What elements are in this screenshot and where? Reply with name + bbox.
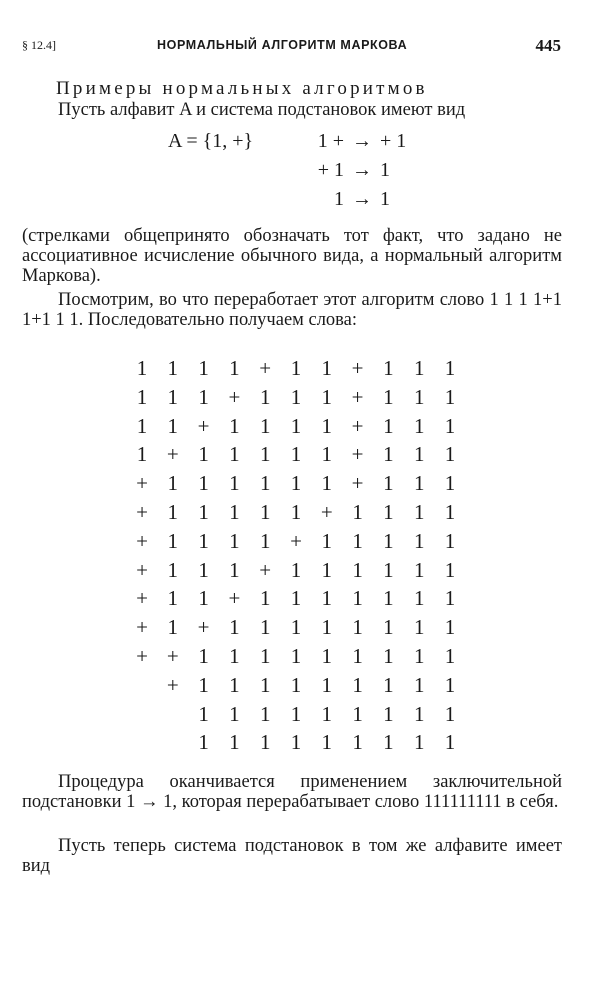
one-symbol: 1 [229, 615, 240, 640]
plus-symbol: + [166, 442, 179, 467]
next-paragraph: Пусть теперь система подстановок в том же алфавите имеет вид [22, 836, 562, 876]
one-symbol: 1 [229, 442, 240, 467]
one-symbol: 1 [229, 528, 240, 553]
derivation-row [128, 556, 463, 585]
one-symbol: 1 [321, 442, 333, 467]
one-symbol: 1 [259, 499, 271, 524]
substitution-rule [288, 130, 428, 153]
one-symbol: 1 [290, 672, 302, 697]
one-symbol: 1 [229, 356, 240, 380]
one-symbol: 1 [321, 701, 333, 726]
plus-symbol: + [136, 499, 148, 524]
one-symbol: 1 [352, 586, 363, 611]
one-symbol: 1 [290, 471, 302, 496]
one-symbol: 1 [444, 701, 456, 726]
one-symbol: 1 [136, 442, 148, 467]
one-symbol: 1 [167, 528, 179, 553]
one-symbol: 1 [229, 643, 240, 668]
one-symbol: 1 [198, 528, 209, 553]
one-symbol: 1 [413, 730, 425, 755]
derivation-row [128, 584, 463, 613]
one-symbol: 1 [444, 586, 456, 611]
one-symbol: 1 [383, 442, 394, 467]
running-header [22, 38, 567, 58]
one-symbol: 1 [198, 499, 209, 524]
one-symbol: 1 [383, 615, 394, 640]
derivation-row [128, 469, 463, 498]
one-symbol: 1 [321, 672, 333, 697]
derivation-row [128, 728, 463, 757]
one-symbol: 1 [444, 471, 456, 496]
one-symbol: 1 [198, 701, 209, 726]
plus-symbol: + [166, 643, 179, 668]
transform-paragraph: Посмотрим, во что переработает этот алгоритм слово 1 1 1 1+1 1+1 1 1. Последовательно получаем слова: [22, 290, 562, 330]
one-symbol: 1 [383, 384, 394, 409]
one-symbol: 1 [259, 384, 271, 409]
note-paragraph: (стрелками общепринято обозначать тот факт, что задано не ассоциативное исчисление обычного вида, а нормальный алгоритм Маркова). [22, 226, 562, 286]
one-symbol: 1 [444, 356, 456, 380]
plus-symbol: + [136, 615, 148, 640]
one-symbol: 1 [290, 701, 302, 726]
one-symbol: 1 [383, 701, 394, 726]
one-symbol: 1 [198, 672, 209, 697]
plus-symbol: + [136, 586, 148, 611]
one-symbol: 1 [259, 701, 271, 726]
substitution-rule [288, 188, 428, 211]
one-symbol: 1 [229, 499, 240, 524]
plus-symbol: + [136, 528, 148, 553]
one-symbol: 1 [290, 442, 302, 467]
one-symbol: 1 [229, 701, 240, 726]
plus-symbol: + [136, 557, 148, 582]
one-symbol: 1 [290, 499, 302, 524]
one-symbol: 1 [444, 672, 456, 697]
one-symbol: 1 [198, 557, 209, 582]
one-symbol: 1 [167, 615, 179, 640]
plus-symbol: + [320, 499, 333, 524]
one-symbol: 1 [259, 672, 271, 697]
one-symbol: 1 [259, 615, 271, 640]
one-symbol: 1 [383, 356, 394, 380]
one-symbol: 1 [413, 701, 425, 726]
derivation-row [128, 383, 463, 412]
rule-left: 1 + [317, 130, 344, 152]
one-symbol: 1 [259, 586, 271, 611]
rule-right: + 1 [380, 130, 407, 152]
intro-paragraph: Пусть алфавит A и система подстановок имеют вид [58, 100, 466, 120]
one-symbol: 1 [413, 528, 425, 553]
section-heading: Примеры нормальных алгоритмов [56, 78, 428, 99]
one-symbol: 1 [383, 672, 394, 697]
one-symbol: 1 [413, 643, 425, 668]
plus-symbol: + [197, 413, 210, 438]
one-symbol: 1 [444, 413, 456, 438]
one-symbol: 1 [198, 442, 209, 467]
one-symbol: 1 [167, 586, 179, 611]
one-symbol: 1 [352, 615, 363, 640]
one-symbol: 1 [444, 528, 456, 553]
one-symbol: 1 [167, 413, 179, 438]
one-symbol: 1 [352, 701, 363, 726]
one-symbol: 1 [413, 672, 425, 697]
one-symbol: 1 [167, 384, 179, 409]
one-symbol: 1 [321, 413, 333, 438]
rule-arrow: → [352, 130, 372, 152]
one-symbol: 1 [444, 557, 456, 582]
derivation-row [128, 671, 463, 700]
one-symbol: 1 [136, 384, 148, 409]
one-symbol: 1 [259, 528, 271, 553]
one-symbol: 1 [321, 615, 333, 640]
one-symbol: 1 [167, 471, 179, 496]
one-symbol: 1 [290, 384, 302, 409]
derivation-row [128, 412, 463, 441]
section-number: § 12.4] [22, 38, 56, 52]
one-symbol: 1 [383, 499, 394, 524]
one-symbol: 1 [229, 557, 240, 582]
derivation-row [128, 527, 463, 556]
one-symbol: 1 [290, 557, 302, 582]
one-symbol: 1 [413, 413, 425, 438]
one-symbol: 1 [352, 672, 363, 697]
one-symbol: 1 [198, 586, 209, 611]
one-symbol: 1 [290, 413, 302, 438]
one-symbol: 1 [383, 643, 394, 668]
derivation-table [128, 354, 463, 757]
one-symbol: 1 [167, 499, 179, 524]
plus-symbol: + [351, 413, 364, 438]
plus-symbol: + [228, 586, 241, 611]
one-symbol: 1 [167, 557, 179, 582]
plus-symbol: + [136, 471, 148, 496]
one-symbol: 1 [290, 356, 302, 380]
one-symbol: 1 [413, 557, 425, 582]
derivation-row [128, 642, 463, 671]
plus-symbol: + [259, 557, 272, 582]
derivation-row [128, 700, 463, 729]
plus-symbol: + [351, 471, 364, 496]
one-symbol: 1 [198, 471, 209, 496]
chapter-title: НОРМАЛЬНЫЙ АЛГОРИТМ МАРКОВА [157, 38, 408, 52]
derivation-row [128, 440, 463, 469]
one-symbol: 1 [198, 643, 209, 668]
one-symbol: 1 [259, 413, 271, 438]
one-symbol: 1 [383, 471, 394, 496]
substitution-rule [288, 159, 428, 182]
plus-symbol: + [351, 356, 364, 380]
one-symbol: 1 [290, 730, 302, 755]
plus-symbol: + [259, 356, 272, 380]
one-symbol: 1 [352, 499, 363, 524]
one-symbol: 1 [321, 356, 333, 380]
derivation-row [128, 498, 463, 527]
one-symbol: 1 [352, 730, 363, 755]
one-symbol: 1 [383, 528, 394, 553]
one-symbol: 1 [444, 615, 456, 640]
one-symbol: 1 [321, 528, 333, 553]
one-symbol: 1 [136, 356, 148, 380]
rule-right: 1 [380, 159, 390, 181]
one-symbol: 1 [444, 442, 456, 467]
one-symbol: 1 [413, 499, 425, 524]
page-number: 445 [535, 36, 561, 55]
rule-arrow: → [352, 159, 372, 181]
one-symbol: 1 [321, 730, 333, 755]
one-symbol: 1 [444, 499, 456, 524]
plus-symbol: + [166, 672, 179, 697]
rule-right: 1 [380, 188, 390, 210]
one-symbol: 1 [413, 615, 425, 640]
one-symbol: 1 [413, 384, 425, 409]
one-symbol: 1 [290, 615, 302, 640]
plus-symbol: + [197, 615, 210, 640]
one-symbol: 1 [321, 471, 333, 496]
one-symbol: 1 [259, 643, 271, 668]
one-symbol: 1 [383, 586, 394, 611]
one-symbol: 1 [167, 356, 179, 380]
one-symbol: 1 [321, 384, 333, 409]
one-symbol: 1 [352, 643, 363, 668]
plus-symbol: + [290, 528, 302, 553]
rule-left: + 1 [317, 159, 344, 181]
one-symbol: 1 [259, 442, 271, 467]
alphabet-definition: A = {1, +} [168, 130, 254, 152]
one-symbol: 1 [198, 356, 209, 380]
one-symbol: 1 [383, 413, 394, 438]
rule-left: 1 [334, 188, 344, 210]
one-symbol: 1 [229, 413, 240, 438]
one-symbol: 1 [352, 557, 363, 582]
one-symbol: 1 [198, 384, 209, 409]
one-symbol: 1 [321, 586, 333, 611]
one-symbol: 1 [290, 643, 302, 668]
one-symbol: 1 [413, 356, 425, 380]
plus-symbol: + [351, 384, 364, 409]
one-symbol: 1 [229, 471, 240, 496]
rule-arrow: → [352, 188, 372, 210]
one-symbol: 1 [444, 384, 456, 409]
one-symbol: 1 [229, 672, 240, 697]
one-symbol: 1 [321, 643, 333, 668]
one-symbol: 1 [383, 730, 394, 755]
one-symbol: 1 [413, 442, 425, 467]
one-symbol: 1 [444, 730, 456, 755]
one-symbol: 1 [198, 730, 209, 755]
conclusion-paragraph: Процедура оканчивается применением заключительной подстановки 1 → 1, которая перерабатывает слово 111111111 в себя. [22, 772, 562, 812]
one-symbol: 1 [321, 557, 333, 582]
one-symbol: 1 [259, 730, 271, 755]
plus-symbol: + [228, 384, 241, 409]
derivation-row [128, 613, 463, 642]
plus-symbol: + [136, 643, 148, 668]
one-symbol: 1 [136, 413, 148, 438]
one-symbol: 1 [290, 586, 302, 611]
one-symbol: 1 [229, 730, 240, 755]
one-symbol: 1 [444, 643, 456, 668]
one-symbol: 1 [383, 557, 394, 582]
derivation-row [128, 354, 463, 383]
one-symbol: 1 [259, 471, 271, 496]
one-symbol: 1 [352, 528, 363, 553]
one-symbol: 1 [413, 586, 425, 611]
one-symbol: 1 [413, 471, 425, 496]
plus-symbol: + [351, 442, 364, 467]
